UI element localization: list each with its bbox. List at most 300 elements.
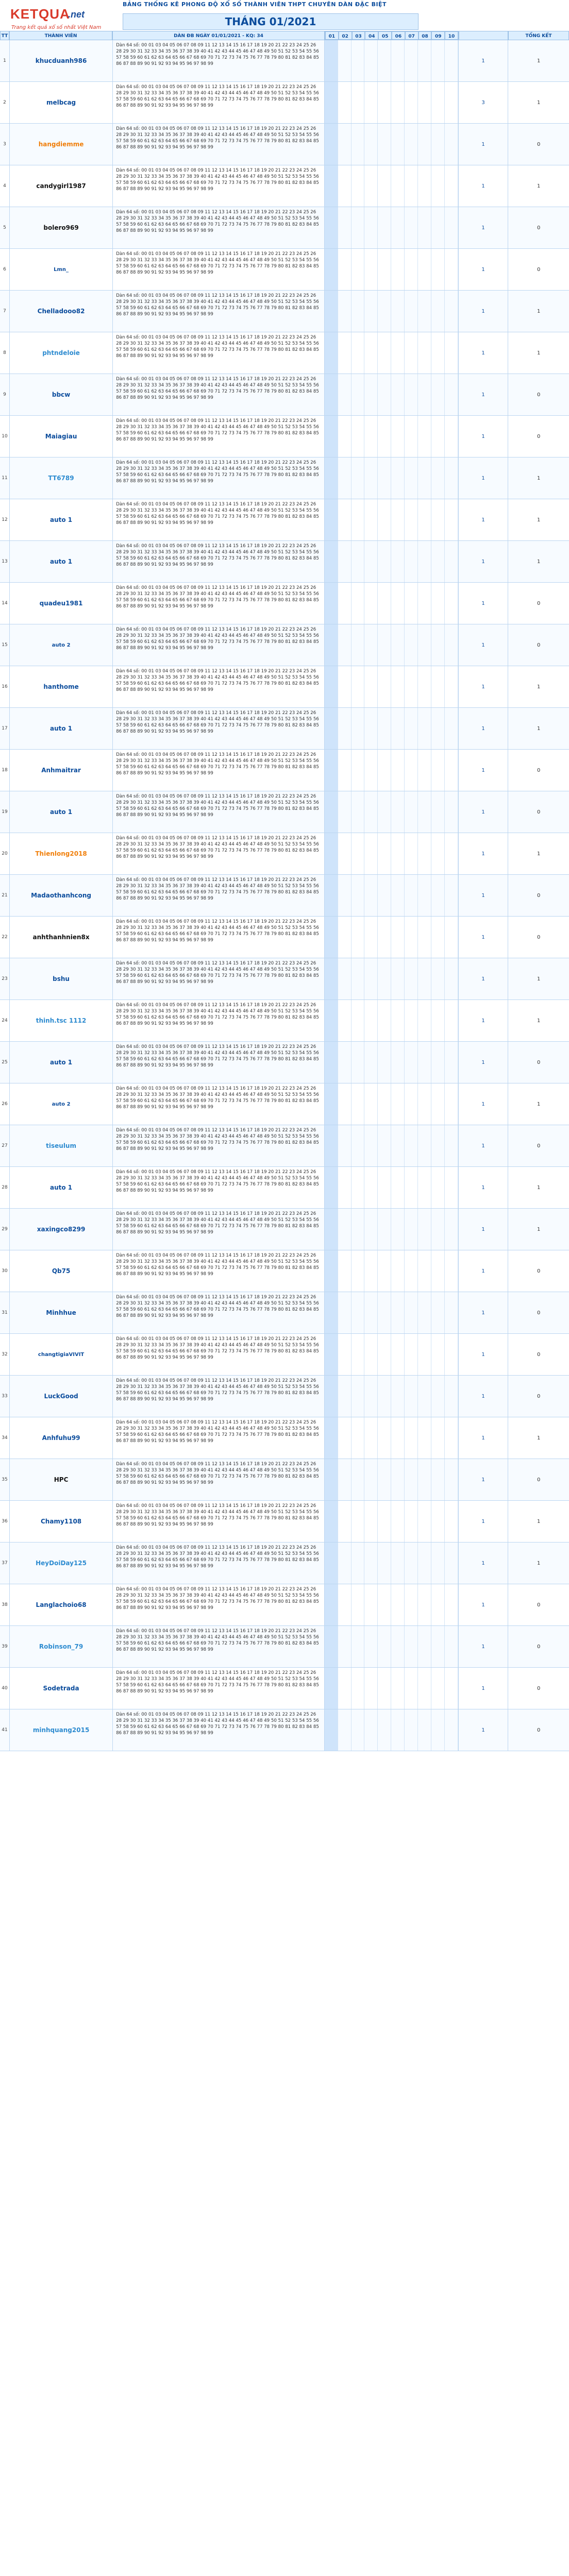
- member-name-link[interactable]: xaxingco8299: [10, 1209, 113, 1250]
- row-index: 5: [0, 207, 10, 248]
- table-row: [0, 207, 569, 249]
- points-cell: 1: [459, 165, 509, 207]
- member-name-link[interactable]: phtndeloie: [10, 332, 113, 374]
- row-index: 17: [0, 708, 10, 749]
- day-col-header: 01: [325, 31, 339, 40]
- day-cells: [325, 1543, 459, 1584]
- number-set-cell: Dàn 64 số: 00 01 03 04 05 06 07 08 09 11 12 13 14 15 16 17 18 19 20 21 22 23 24 25 26 28 29 30 31 32 33 34 35 36 37 38 39 40 41 42 43 44 45 46 47 48 49 50 51 52 53 54 55 56 57 58 59 60 61 62 63 64 65 66 67 68 69 70 71 72 73 74 75 76 77 78 79 80 81 82 83 84 85 86 87 88 89 90 91 92 93 94 95 96 97 98 99: [113, 1709, 325, 1751]
- table-row: [0, 165, 569, 207]
- points-cell: 1: [459, 791, 509, 833]
- number-set-cell: Dàn 64 số: 00 01 03 04 05 06 07 08 09 11 12 13 14 15 16 17 18 19 20 21 22 23 24 25 26 28 29 30 31 32 33 34 35 36 37 38 39 40 41 42 43 44 45 46 47 48 49 50 51 52 53 54 55 56 57 58 59 60 61 62 63 64 65 66 67 68 69 70 71 72 73 74 75 76 77 78 79 80 81 82 83 84 85 86 87 88 89 90 91 92 93 94 95 96 97 98 99: [113, 1083, 325, 1125]
- day-cells: [325, 374, 459, 415]
- row-index: 14: [0, 583, 10, 624]
- member-name-link[interactable]: Robinson_79: [10, 1626, 113, 1667]
- member-name-link[interactable]: hanthome: [10, 666, 113, 707]
- member-rows: [0, 40, 569, 1751]
- total-cell: 1: [537, 58, 541, 64]
- number-set-cell: Dàn 64 số: 00 01 03 04 05 06 07 08 09 11 12 13 14 15 16 17 18 19 20 21 22 23 24 25 26 28 29 30 31 32 33 34 35 36 37 38 39 40 41 42 43 44 45 46 47 48 49 50 51 52 53 54 55 56 57 58 59 60 61 62 63 64 65 66 67 68 69 70 71 72 73 74 75 76 77 78 79 80 81 82 83 84 85 86 87 88 89 90 91 92 93 94 95 96 97 98 99: [113, 249, 325, 290]
- number-set-cell: Dàn 64 số: 00 01 03 04 05 06 07 08 09 11 12 13 14 15 16 17 18 19 20 21 22 23 24 25 26 28 29 30 31 32 33 34 35 36 37 38 39 40 41 42 43 44 45 46 47 48 49 50 51 52 53 54 55 56 57 58 59 60 61 62 63 64 65 66 67 68 69 70 71 72 73 74 75 76 77 78 79 80 81 82 83 84 85 86 87 88 89 90 91 92 93 94 95 96 97 98 99: [113, 165, 325, 207]
- day-cells: [325, 917, 459, 958]
- day-cells: [325, 165, 459, 207]
- total-cell: 1: [537, 1184, 541, 1191]
- member-name-link[interactable]: auto 2: [10, 624, 113, 666]
- logo-accent-text: QUA: [39, 6, 70, 22]
- member-name-link[interactable]: candygirl1987: [10, 165, 113, 207]
- day-col-header: 04: [365, 31, 378, 40]
- row-index: 10: [0, 416, 10, 457]
- row-index: 24: [0, 1000, 10, 1041]
- table-row: [0, 82, 569, 124]
- table-row: [0, 1083, 569, 1125]
- row-index: 27: [0, 1125, 10, 1166]
- column-header-row: [0, 31, 569, 40]
- table-row: [0, 40, 569, 82]
- total-cell: 0: [537, 266, 541, 273]
- number-set-cell: Dàn 64 số: 00 01 03 04 05 06 07 08 09 11 12 13 14 15 16 17 18 19 20 21 22 23 24 25 26 28 29 30 31 32 33 34 35 36 37 38 39 40 41 42 43 44 45 46 47 48 49 50 51 52 53 54 55 56 57 58 59 60 61 62 63 64 65 66 67 68 69 70 71 72 73 74 75 76 77 78 79 80 81 82 83 84 85 86 87 88 89 90 91 92 93 94 95 96 97 98 99: [113, 1626, 325, 1667]
- member-name-link[interactable]: bshu: [10, 958, 113, 999]
- total-cell: 0: [537, 225, 541, 231]
- member-name-link[interactable]: auto 1: [10, 791, 113, 833]
- points-cell: 1: [459, 1376, 509, 1417]
- table-row: [0, 1501, 569, 1543]
- row-index: 26: [0, 1083, 10, 1125]
- table-row: [0, 1543, 569, 1584]
- points-cell: 1: [459, 416, 509, 457]
- row-index: 35: [0, 1459, 10, 1500]
- number-set-cell: Dàn 64 số: 00 01 03 04 05 06 07 08 09 11 12 13 14 15 16 17 18 19 20 21 22 23 24 25 26 28 29 30 31 32 33 34 35 36 37 38 39 40 41 42 43 44 45 46 47 48 49 50 51 52 53 54 55 56 57 58 59 60 61 62 63 64 65 66 67 68 69 70 71 72 73 74 75 76 77 78 79 80 81 82 83 84 85 86 87 88 89 90 91 92 93 94 95 96 97 98 99: [113, 624, 325, 666]
- table-row: [0, 1125, 569, 1167]
- day-cells: [325, 40, 459, 81]
- row-index: 30: [0, 1250, 10, 1292]
- number-set-cell: Dàn 64 số: 00 01 03 04 05 06 07 08 09 11 12 13 14 15 16 17 18 19 20 21 22 23 24 25 26 28 29 30 31 32 33 34 35 36 37 38 39 40 41 42 43 44 45 46 47 48 49 50 51 52 53 54 55 56 57 58 59 60 61 62 63 64 65 66 67 68 69 70 71 72 73 74 75 76 77 78 79 80 81 82 83 84 85 86 87 88 89 90 91 92 93 94 95 96 97 98 99: [113, 750, 325, 791]
- table-row: [0, 1584, 569, 1626]
- total-cell: 1: [537, 1435, 541, 1441]
- table-row: [0, 708, 569, 750]
- day-cells: [325, 1376, 459, 1417]
- table-row: [0, 1250, 569, 1292]
- row-index: 32: [0, 1334, 10, 1375]
- day-cells: [325, 499, 459, 540]
- member-name-link[interactable]: auto 1: [10, 1167, 113, 1208]
- day-cells: [325, 416, 459, 457]
- table-row: [0, 124, 569, 165]
- total-cell: 0: [537, 1310, 541, 1316]
- row-index: 6: [0, 249, 10, 290]
- table-row: [0, 833, 569, 875]
- total-cell: 0: [537, 1643, 541, 1650]
- day-cells: [325, 666, 459, 707]
- points-cell: 1: [459, 917, 509, 958]
- points-cell: 1: [459, 1417, 509, 1459]
- member-name-link[interactable]: changtigiaVIVIT: [10, 1334, 113, 1375]
- member-name-link[interactable]: auto 2: [10, 1083, 113, 1125]
- number-set-cell: Dàn 64 số: 00 01 03 04 05 06 07 08 09 11 12 13 14 15 16 17 18 19 20 21 22 23 24 25 26 28 29 30 31 32 33 34 35 36 37 38 39 40 41 42 43 44 45 46 47 48 49 50 51 52 53 54 55 56 57 58 59 60 61 62 63 64 65 66 67 68 69 70 71 72 73 74 75 76 77 78 79 80 81 82 83 84 85 86 87 88 89 90 91 92 93 94 95 96 97 98 99: [113, 40, 325, 81]
- day-cells: [325, 124, 459, 165]
- day-cells: [325, 875, 459, 916]
- day-cells: [325, 833, 459, 874]
- member-name-link[interactable]: auto 1: [10, 1042, 113, 1083]
- table-row: [0, 666, 569, 708]
- total-cell: 1: [537, 350, 541, 356]
- member-name-link[interactable]: Qb75: [10, 1250, 113, 1292]
- points-cell: 1: [459, 1584, 509, 1625]
- number-set-cell: Dàn 64 số: 00 01 03 04 05 06 07 08 09 11 12 13 14 15 16 17 18 19 20 21 22 23 24 25 26 28 29 30 31 32 33 34 35 36 37 38 39 40 41 42 43 44 45 46 47 48 49 50 51 52 53 54 55 56 57 58 59 60 61 62 63 64 65 66 67 68 69 70 71 72 73 74 75 76 77 78 79 80 81 82 83 84 85 86 87 88 89 90 91 92 93 94 95 96 97 98 99: [113, 1668, 325, 1709]
- day-cells: [325, 249, 459, 290]
- table-row: [0, 1459, 569, 1501]
- total-cell: 1: [537, 1101, 541, 1107]
- table-row: [0, 1000, 569, 1042]
- member-name-link[interactable]: Chelladooo82: [10, 291, 113, 332]
- day-cells: [325, 958, 459, 999]
- row-index: 16: [0, 666, 10, 707]
- points-cell: 1: [459, 1459, 509, 1500]
- member-name-link[interactable]: Maiagiau: [10, 416, 113, 457]
- day-cells: [325, 708, 459, 749]
- day-cells: [325, 1167, 459, 1208]
- member-name-link[interactable]: HPC: [10, 1459, 113, 1500]
- number-set-cell: Dàn 64 số: 00 01 03 04 05 06 07 08 09 11 12 13 14 15 16 17 18 19 20 21 22 23 24 25 26 28 29 30 31 32 33 34 35 36 37 38 39 40 41 42 43 44 45 46 47 48 49 50 51 52 53 54 55 56 57 58 59 60 61 62 63 64 65 66 67 68 69 70 71 72 73 74 75 76 77 78 79 80 81 82 83 84 85 86 87 88 89 90 91 92 93 94 95 96 97 98 99: [113, 207, 325, 248]
- day-cells: [325, 750, 459, 791]
- member-name-link[interactable]: Chamy1108: [10, 1501, 113, 1542]
- table-row: [0, 791, 569, 833]
- table-row: [0, 875, 569, 917]
- table-row: [0, 917, 569, 958]
- row-index: 36: [0, 1501, 10, 1542]
- day-cells: [325, 457, 459, 499]
- sheet-title: BẢNG THỐNG KÊ PHONG ĐỘ XỔ SỐ THÀNH VIÊN THPT CHUYÊN DÀN ĐẶC BIỆT: [123, 1, 387, 8]
- number-set-cell: Dàn 64 số: 00 01 03 04 05 06 07 08 09 11 12 13 14 15 16 17 18 19 20 21 22 23 24 25 26 28 29 30 31 32 33 34 35 36 37 38 39 40 41 42 43 44 45 46 47 48 49 50 51 52 53 54 55 56 57 58 59 60 61 62 63 64 65 66 67 68 69 70 71 72 73 74 75 76 77 78 79 80 81 82 83 84 85 86 87 88 89 90 91 92 93 94 95 96 97 98 99: [113, 291, 325, 332]
- points-cell: 1: [459, 1334, 509, 1375]
- row-index: 23: [0, 958, 10, 999]
- number-set-cell: Dàn 64 số: 00 01 03 04 05 06 07 08 09 11 12 13 14 15 16 17 18 19 20 21 22 23 24 25 26 28 29 30 31 32 33 34 35 36 37 38 39 40 41 42 43 44 45 46 47 48 49 50 51 52 53 54 55 56 57 58 59 60 61 62 63 64 65 66 67 68 69 70 71 72 73 74 75 76 77 78 79 80 81 82 83 84 85 86 87 88 89 90 91 92 93 94 95 96 97 98 99: [113, 1543, 325, 1584]
- points-cell: 1: [459, 1125, 509, 1166]
- table-row: [0, 1417, 569, 1459]
- member-name-link[interactable]: auto 1: [10, 708, 113, 749]
- day-col-header: 08: [419, 31, 432, 40]
- points-cell: 1: [459, 1250, 509, 1292]
- table-row: [0, 1209, 569, 1250]
- table-row: [0, 541, 569, 583]
- number-set-cell: Dàn 64 số: 00 01 03 04 05 06 07 08 09 11 12 13 14 15 16 17 18 19 20 21 22 23 24 25 26 28 29 30 31 32 33 34 35 36 37 38 39 40 41 42 43 44 45 46 47 48 49 50 51 52 53 54 55 56 57 58 59 60 61 62 63 64 65 66 67 68 69 70 71 72 73 74 75 76 77 78 79 80 81 82 83 84 85 86 87 88 89 90 91 92 93 94 95 96 97 98 99: [113, 457, 325, 499]
- number-set-cell: Dàn 64 số: 00 01 03 04 05 06 07 08 09 11 12 13 14 15 16 17 18 19 20 21 22 23 24 25 26 28 29 30 31 32 33 34 35 36 37 38 39 40 41 42 43 44 45 46 47 48 49 50 51 52 53 54 55 56 57 58 59 60 61 62 63 64 65 66 67 68 69 70 71 72 73 74 75 76 77 78 79 80 81 82 83 84 85 86 87 88 89 90 91 92 93 94 95 96 97 98 99: [113, 1459, 325, 1500]
- total-cell: 0: [537, 433, 541, 439]
- day-cells: [325, 1250, 459, 1292]
- points-cell: 1: [459, 1501, 509, 1542]
- table-row: [0, 1709, 569, 1751]
- points-cell: 1: [459, 1083, 509, 1125]
- points-cell: 1: [459, 958, 509, 999]
- points-cell: 1: [459, 541, 509, 582]
- total-cell: 0: [537, 1268, 541, 1274]
- total-cell: 1: [537, 475, 541, 481]
- total-cell: 1: [537, 1518, 541, 1524]
- row-index: 3: [0, 124, 10, 165]
- row-index: 34: [0, 1417, 10, 1459]
- day-col-header: 06: [392, 31, 405, 40]
- points-cell: 1: [459, 249, 509, 290]
- member-name-link[interactable]: TT6789: [10, 457, 113, 499]
- number-set-cell: Dàn 64 số: 00 01 03 04 05 06 07 08 09 11 12 13 14 15 16 17 18 19 20 21 22 23 24 25 26 28 29 30 31 32 33 34 35 36 37 38 39 40 41 42 43 44 45 46 47 48 49 50 51 52 53 54 55 56 57 58 59 60 61 62 63 64 65 66 67 68 69 70 71 72 73 74 75 76 77 78 79 80 81 82 83 84 85 86 87 88 89 90 91 92 93 94 95 96 97 98 99: [113, 1417, 325, 1459]
- row-index: 2: [0, 82, 10, 123]
- row-index: 39: [0, 1626, 10, 1667]
- table-row: [0, 1334, 569, 1376]
- row-index: 31: [0, 1292, 10, 1333]
- member-name-link[interactable]: LuckGood: [10, 1376, 113, 1417]
- number-set-cell: Dàn 64 số: 00 01 03 04 05 06 07 08 09 11 12 13 14 15 16 17 18 19 20 21 22 23 24 25 26 28 29 30 31 32 33 34 35 36 37 38 39 40 41 42 43 44 45 46 47 48 49 50 51 52 53 54 55 56 57 58 59 60 61 62 63 64 65 66 67 68 69 70 71 72 73 74 75 76 77 78 79 80 81 82 83 84 85 86 87 88 89 90 91 92 93 94 95 96 97 98 99: [113, 1125, 325, 1166]
- day-cells: [325, 1292, 459, 1333]
- day-cells: [325, 291, 459, 332]
- member-name-link[interactable]: Thienlong2018: [10, 833, 113, 874]
- member-name-link[interactable]: khucduanh986: [10, 40, 113, 81]
- points-cell: 1: [459, 332, 509, 374]
- table-row: [0, 374, 569, 416]
- total-cell: 0: [537, 1477, 541, 1483]
- table-row: [0, 1292, 569, 1334]
- day-cells: [325, 207, 459, 248]
- member-name-link[interactable]: melbcag: [10, 82, 113, 123]
- day-col-header: 03: [352, 31, 365, 40]
- points-cell: 1: [459, 1626, 509, 1667]
- total-cell: 0: [537, 809, 541, 815]
- total-cell: 0: [537, 1393, 541, 1399]
- day-cells: [325, 1584, 459, 1625]
- points-cell: 1: [459, 833, 509, 874]
- number-set-cell: Dàn 64 số: 00 01 03 04 05 06 07 08 09 11 12 13 14 15 16 17 18 19 20 21 22 23 24 25 26 28 29 30 31 32 33 34 35 36 37 38 39 40 41 42 43 44 45 46 47 48 49 50 51 52 53 54 55 56 57 58 59 60 61 62 63 64 65 66 67 68 69 70 71 72 73 74 75 76 77 78 79 80 81 82 83 84 85 86 87 88 89 90 91 92 93 94 95 96 97 98 99: [113, 1584, 325, 1625]
- day-cells: [325, 583, 459, 624]
- number-set-cell: Dàn 64 số: 00 01 03 04 05 06 07 08 09 11 12 13 14 15 16 17 18 19 20 21 22 23 24 25 26 28 29 30 31 32 33 34 35 36 37 38 39 40 41 42 43 44 45 46 47 48 49 50 51 52 53 54 55 56 57 58 59 60 61 62 63 64 65 66 67 68 69 70 71 72 73 74 75 76 77 78 79 80 81 82 83 84 85 86 87 88 89 90 91 92 93 94 95 96 97 98 99: [113, 791, 325, 833]
- number-set-cell: Dàn 64 số: 00 01 03 04 05 06 07 08 09 11 12 13 14 15 16 17 18 19 20 21 22 23 24 25 26 28 29 30 31 32 33 34 35 36 37 38 39 40 41 42 43 44 45 46 47 48 49 50 51 52 53 54 55 56 57 58 59 60 61 62 63 64 65 66 67 68 69 70 71 72 73 74 75 76 77 78 79 80 81 82 83 84 85 86 87 88 89 90 91 92 93 94 95 96 97 98 99: [113, 583, 325, 624]
- row-index: 9: [0, 374, 10, 415]
- day-cells: [325, 1709, 459, 1751]
- points-cell: 1: [459, 708, 509, 749]
- total-cell: 0: [537, 767, 541, 773]
- total-cell: 0: [537, 1351, 541, 1358]
- number-set-cell: Dàn 64 số: 00 01 03 04 05 06 07 08 09 11 12 13 14 15 16 17 18 19 20 21 22 23 24 25 26 28 29 30 31 32 33 34 35 36 37 38 39 40 41 42 43 44 45 46 47 48 49 50 51 52 53 54 55 56 57 58 59 60 61 62 63 64 65 66 67 68 69 70 71 72 73 74 75 76 77 78 79 80 81 82 83 84 85 86 87 88 89 90 91 92 93 94 95 96 97 98 99: [113, 708, 325, 749]
- row-index: 19: [0, 791, 10, 833]
- points-cell: 1: [459, 40, 509, 81]
- number-set-cell: Dàn 64 số: 00 01 03 04 05 06 07 08 09 11 12 13 14 15 16 17 18 19 20 21 22 23 24 25 26 28 29 30 31 32 33 34 35 36 37 38 39 40 41 42 43 44 45 46 47 48 49 50 51 52 53 54 55 56 57 58 59 60 61 62 63 64 65 66 67 68 69 70 71 72 73 74 75 76 77 78 79 80 81 82 83 84 85 86 87 88 89 90 91 92 93 94 95 96 97 98 99: [113, 1292, 325, 1333]
- total-cell: 0: [537, 1059, 541, 1065]
- member-name-link[interactable]: Sodetrada: [10, 1668, 113, 1709]
- row-index: 8: [0, 332, 10, 374]
- day-cells: [325, 1459, 459, 1500]
- number-set-cell: Dàn 64 số: 00 01 03 04 05 06 07 08 09 11 12 13 14 15 16 17 18 19 20 21 22 23 24 25 26 28 29 30 31 32 33 34 35 36 37 38 39 40 41 42 43 44 45 46 47 48 49 50 51 52 53 54 55 56 57 58 59 60 61 62 63 64 65 66 67 68 69 70 71 72 73 74 75 76 77 78 79 80 81 82 83 84 85 86 87 88 89 90 91 92 93 94 95 96 97 98 99: [113, 1000, 325, 1041]
- number-set-cell: Dàn 64 số: 00 01 03 04 05 06 07 08 09 11 12 13 14 15 16 17 18 19 20 21 22 23 24 25 26 28 29 30 31 32 33 34 35 36 37 38 39 40 41 42 43 44 45 46 47 48 49 50 51 52 53 54 55 56 57 58 59 60 61 62 63 64 65 66 67 68 69 70 71 72 73 74 75 76 77 78 79 80 81 82 83 84 85 86 87 88 89 90 91 92 93 94 95 96 97 98 99: [113, 1334, 325, 1375]
- total-cell: 0: [537, 934, 541, 940]
- col-member: THÀNH VIÊN: [9, 31, 112, 40]
- total-cell: 0: [537, 1602, 541, 1608]
- total-cell: 0: [537, 892, 541, 899]
- total-cell: 1: [537, 308, 541, 314]
- number-set-cell: Dàn 64 số: 00 01 03 04 05 06 07 08 09 11 12 13 14 15 16 17 18 19 20 21 22 23 24 25 26 28 29 30 31 32 33 34 35 36 37 38 39 40 41 42 43 44 45 46 47 48 49 50 51 52 53 54 55 56 57 58 59 60 61 62 63 64 65 66 67 68 69 70 71 72 73 74 75 76 77 78 79 80 81 82 83 84 85 86 87 88 89 90 91 92 93 94 95 96 97 98 99: [113, 1209, 325, 1250]
- points-cell: 1: [459, 374, 509, 415]
- row-index: 20: [0, 833, 10, 874]
- table-row: [0, 249, 569, 291]
- table-row: [0, 624, 569, 666]
- number-set-cell: Dàn 64 số: 00 01 03 04 05 06 07 08 09 11 12 13 14 15 16 17 18 19 20 21 22 23 24 25 26 28 29 30 31 32 33 34 35 36 37 38 39 40 41 42 43 44 45 46 47 48 49 50 51 52 53 54 55 56 57 58 59 60 61 62 63 64 65 66 67 68 69 70 71 72 73 74 75 76 77 78 79 80 81 82 83 84 85 86 87 88 89 90 91 92 93 94 95 96 97 98 99: [113, 1250, 325, 1292]
- member-name-link[interactable]: Lmn_: [10, 249, 113, 290]
- table-row: [0, 1626, 569, 1668]
- number-set-cell: Dàn 64 số: 00 01 03 04 05 06 07 08 09 11 12 13 14 15 16 17 18 19 20 21 22 23 24 25 26 28 29 30 31 32 33 34 35 36 37 38 39 40 41 42 43 44 45 46 47 48 49 50 51 52 53 54 55 56 57 58 59 60 61 62 63 64 65 66 67 68 69 70 71 72 73 74 75 76 77 78 79 80 81 82 83 84 85 86 87 88 89 90 91 92 93 94 95 96 97 98 99: [113, 541, 325, 582]
- table-row: [0, 958, 569, 1000]
- col-total: TỔNG KẾT: [508, 31, 569, 40]
- number-set-cell: Dàn 64 số: 00 01 03 04 05 06 07 08 09 11 12 13 14 15 16 17 18 19 20 21 22 23 24 25 26 28 29 30 31 32 33 34 35 36 37 38 39 40 41 42 43 44 45 46 47 48 49 50 51 52 53 54 55 56 57 58 59 60 61 62 63 64 65 66 67 68 69 70 71 72 73 74 75 76 77 78 79 80 81 82 83 84 85 86 87 88 89 90 91 92 93 94 95 96 97 98 99: [113, 875, 325, 916]
- member-name-link[interactable]: Anhfuhu99: [10, 1417, 113, 1459]
- row-index: 18: [0, 750, 10, 791]
- table-row: [0, 332, 569, 374]
- row-index: 15: [0, 624, 10, 666]
- table-row: [0, 750, 569, 791]
- total-cell: 0: [537, 141, 541, 147]
- row-index: 1: [0, 40, 10, 81]
- number-set-cell: Dàn 64 số: 00 01 03 04 05 06 07 08 09 11 12 13 14 15 16 17 18 19 20 21 22 23 24 25 26 28 29 30 31 32 33 34 35 36 37 38 39 40 41 42 43 44 45 46 47 48 49 50 51 52 53 54 55 56 57 58 59 60 61 62 63 64 65 66 67 68 69 70 71 72 73 74 75 76 77 78 79 80 81 82 83 84 85 86 87 88 89 90 91 92 93 94 95 96 97 98 99: [113, 1042, 325, 1083]
- total-cell: 0: [537, 600, 541, 606]
- points-cell: 1: [459, 499, 509, 540]
- day-col-header: 02: [339, 31, 352, 40]
- logo-slogan: Trang kết quả xổ số nhất Việt Nam: [11, 25, 102, 30]
- logo-suffix-text: .net: [68, 9, 85, 20]
- row-index: 7: [0, 291, 10, 332]
- number-set-cell: Dàn 64 số: 00 01 03 04 05 06 07 08 09 11 12 13 14 15 16 17 18 19 20 21 22 23 24 25 26 28 29 30 31 32 33 34 35 36 37 38 39 40 41 42 43 44 45 46 47 48 49 50 51 52 53 54 55 56 57 58 59 60 61 62 63 64 65 66 67 68 69 70 71 72 73 74 75 76 77 78 79 80 81 82 83 84 85 86 87 88 89 90 91 92 93 94 95 96 97 98 99: [113, 1167, 325, 1208]
- number-set-cell: Dàn 64 số: 00 01 03 04 05 06 07 08 09 11 12 13 14 15 16 17 18 19 20 21 22 23 24 25 26 28 29 30 31 32 33 34 35 36 37 38 39 40 41 42 43 44 45 46 47 48 49 50 51 52 53 54 55 56 57 58 59 60 61 62 63 64 65 66 67 68 69 70 71 72 73 74 75 76 77 78 79 80 81 82 83 84 85 86 87 88 89 90 91 92 93 94 95 96 97 98 99: [113, 82, 325, 123]
- total-cell: 1: [537, 851, 541, 857]
- total-cell: 1: [537, 684, 541, 690]
- member-name-link[interactable]: auto 1: [10, 541, 113, 582]
- row-index: 29: [0, 1209, 10, 1250]
- day-cells: [325, 1417, 459, 1459]
- number-set-cell: Dàn 64 số: 00 01 03 04 05 06 07 08 09 11 12 13 14 15 16 17 18 19 20 21 22 23 24 25 26 28 29 30 31 32 33 34 35 36 37 38 39 40 41 42 43 44 45 46 47 48 49 50 51 52 53 54 55 56 57 58 59 60 61 62 63 64 65 66 67 68 69 70 71 72 73 74 75 76 77 78 79 80 81 82 83 84 85 86 87 88 89 90 91 92 93 94 95 96 97 98 99: [113, 666, 325, 707]
- day-col-header: 10: [445, 31, 458, 40]
- row-index: 11: [0, 457, 10, 499]
- row-index: 25: [0, 1042, 10, 1083]
- points-cell: 1: [459, 207, 509, 248]
- total-cell: 0: [537, 1685, 541, 1691]
- points-cell: 1: [459, 1209, 509, 1250]
- total-cell: 1: [537, 1018, 541, 1024]
- row-index: 13: [0, 541, 10, 582]
- points-cell: 1: [459, 124, 509, 165]
- number-set-cell: Dàn 64 số: 00 01 03 04 05 06 07 08 09 11 12 13 14 15 16 17 18 19 20 21 22 23 24 25 26 28 29 30 31 32 33 34 35 36 37 38 39 40 41 42 43 44 45 46 47 48 49 50 51 52 53 54 55 56 57 58 59 60 61 62 63 64 65 66 67 68 69 70 71 72 73 74 75 76 77 78 79 80 81 82 83 84 85 86 87 88 89 90 91 92 93 94 95 96 97 98 99: [113, 958, 325, 999]
- table-row: [0, 499, 569, 541]
- day-col-header: 07: [405, 31, 419, 40]
- total-cell: 1: [537, 976, 541, 982]
- member-name-link[interactable]: auto 1: [10, 499, 113, 540]
- day-cells: [325, 791, 459, 833]
- day-col-header: 09: [431, 31, 445, 40]
- member-name-link[interactable]: quadeu1981: [10, 583, 113, 624]
- points-cell: 1: [459, 1543, 509, 1584]
- day-cells: [325, 82, 459, 123]
- col-days: [325, 31, 459, 40]
- member-name-link[interactable]: tiseulum: [10, 1125, 113, 1166]
- points-cell: 1: [459, 1292, 509, 1333]
- total-cell: 1: [537, 183, 541, 189]
- member-name-link[interactable]: bolero969: [10, 207, 113, 248]
- member-name-link[interactable]: bbcw: [10, 374, 113, 415]
- member-name-link[interactable]: hangdiemme: [10, 124, 113, 165]
- points-cell: 1: [459, 875, 509, 916]
- row-index: 21: [0, 875, 10, 916]
- row-index: 41: [0, 1709, 10, 1751]
- day-cells: [325, 1083, 459, 1125]
- number-set-cell: Dàn 64 số: 00 01 03 04 05 06 07 08 09 11 12 13 14 15 16 17 18 19 20 21 22 23 24 25 26 28 29 30 31 32 33 34 35 36 37 38 39 40 41 42 43 44 45 46 47 48 49 50 51 52 53 54 55 56 57 58 59 60 61 62 63 64 65 66 67 68 69 70 71 72 73 74 75 76 77 78 79 80 81 82 83 84 85 86 87 88 89 90 91 92 93 94 95 96 97 98 99: [113, 332, 325, 374]
- total-cell: 0: [537, 1727, 541, 1733]
- day-cells: [325, 541, 459, 582]
- total-cell: 0: [537, 642, 541, 648]
- table-row: [0, 1668, 569, 1709]
- member-name-link[interactable]: minhquang2015: [10, 1709, 113, 1751]
- row-index: 4: [0, 165, 10, 207]
- table-row: [0, 457, 569, 499]
- points-cell: 1: [459, 457, 509, 499]
- logo-main-text: KET: [10, 6, 39, 22]
- number-set-cell: Dàn 64 số: 00 01 03 04 05 06 07 08 09 11 12 13 14 15 16 17 18 19 20 21 22 23 24 25 26 28 29 30 31 32 33 34 35 36 37 38 39 40 41 42 43 44 45 46 47 48 49 50 51 52 53 54 55 56 57 58 59 60 61 62 63 64 65 66 67 68 69 70 71 72 73 74 75 76 77 78 79 80 81 82 83 84 85 86 87 88 89 90 91 92 93 94 95 96 97 98 99: [113, 499, 325, 540]
- number-set-cell: Dàn 64 số: 00 01 03 04 05 06 07 08 09 11 12 13 14 15 16 17 18 19 20 21 22 23 24 25 26 28 29 30 31 32 33 34 35 36 37 38 39 40 41 42 43 44 45 46 47 48 49 50 51 52 53 54 55 56 57 58 59 60 61 62 63 64 65 66 67 68 69 70 71 72 73 74 75 76 77 78 79 80 81 82 83 84 85 86 87 88 89 90 91 92 93 94 95 96 97 98 99: [113, 1376, 325, 1417]
- col-points: [459, 31, 508, 40]
- day-cells: [325, 1501, 459, 1542]
- day-cells: [325, 1209, 459, 1250]
- day-cells: [325, 1125, 459, 1166]
- number-set-cell: Dàn 64 số: 00 01 03 04 05 06 07 08 09 11 12 13 14 15 16 17 18 19 20 21 22 23 24 25 26 28 29 30 31 32 33 34 35 36 37 38 39 40 41 42 43 44 45 46 47 48 49 50 51 52 53 54 55 56 57 58 59 60 61 62 63 64 65 66 67 68 69 70 71 72 73 74 75 76 77 78 79 80 81 82 83 84 85 86 87 88 89 90 91 92 93 94 95 96 97 98 99: [113, 833, 325, 874]
- page-header: [0, 0, 569, 40]
- member-name-link[interactable]: Langlachoio68: [10, 1584, 113, 1625]
- member-name-link[interactable]: Madaothanhcong: [10, 875, 113, 916]
- row-index: 33: [0, 1376, 10, 1417]
- day-cells: [325, 1000, 459, 1041]
- day-cells: [325, 1626, 459, 1667]
- day-cells: [325, 1334, 459, 1375]
- number-set-cell: Dàn 64 số: 00 01 03 04 05 06 07 08 09 11 12 13 14 15 16 17 18 19 20 21 22 23 24 25 26 28 29 30 31 32 33 34 35 36 37 38 39 40 41 42 43 44 45 46 47 48 49 50 51 52 53 54 55 56 57 58 59 60 61 62 63 64 65 66 67 68 69 70 71 72 73 74 75 76 77 78 79 80 81 82 83 84 85 86 87 88 89 90 91 92 93 94 95 96 97 98 99: [113, 124, 325, 165]
- points-cell: 1: [459, 1042, 509, 1083]
- col-number-set: DÀN ĐB NGÀY 01/01/2021 - KQ: 34: [112, 31, 325, 40]
- day-cells: [325, 332, 459, 374]
- member-name-link[interactable]: HeyDoiDay125: [10, 1543, 113, 1584]
- member-name-link[interactable]: Anhmaitrar: [10, 750, 113, 791]
- total-cell: 1: [537, 1226, 541, 1232]
- points-cell: 1: [459, 1000, 509, 1041]
- points-cell: 1: [459, 583, 509, 624]
- total-cell: 1: [537, 558, 541, 565]
- table-row: [0, 1042, 569, 1083]
- row-index: 37: [0, 1543, 10, 1584]
- number-set-cell: Dàn 64 số: 00 01 03 04 05 06 07 08 09 11 12 13 14 15 16 17 18 19 20 21 22 23 24 25 26 28 29 30 31 32 33 34 35 36 37 38 39 40 41 42 43 44 45 46 47 48 49 50 51 52 53 54 55 56 57 58 59 60 61 62 63 64 65 66 67 68 69 70 71 72 73 74 75 76 77 78 79 80 81 82 83 84 85 86 87 88 89 90 91 92 93 94 95 96 97 98 99: [113, 917, 325, 958]
- total-cell: 1: [537, 517, 541, 523]
- table-row: [0, 1376, 569, 1417]
- points-cell: 1: [459, 1709, 509, 1751]
- table-row: [0, 1167, 569, 1209]
- member-name-link[interactable]: anhthanhnien8x: [10, 917, 113, 958]
- row-index: 12: [0, 499, 10, 540]
- day-cells: [325, 624, 459, 666]
- points-cell: 1: [459, 624, 509, 666]
- table-row: [0, 416, 569, 457]
- total-cell: 1: [537, 99, 541, 106]
- member-name-link[interactable]: thinh.tsc 1112: [10, 1000, 113, 1041]
- total-cell: 0: [537, 1143, 541, 1149]
- number-set-cell: Dàn 64 số: 00 01 03 04 05 06 07 08 09 11 12 13 14 15 16 17 18 19 20 21 22 23 24 25 26 28 29 30 31 32 33 34 35 36 37 38 39 40 41 42 43 44 45 46 47 48 49 50 51 52 53 54 55 56 57 58 59 60 61 62 63 64 65 66 67 68 69 70 71 72 73 74 75 76 77 78 79 80 81 82 83 84 85 86 87 88 89 90 91 92 93 94 95 96 97 98 99: [113, 374, 325, 415]
- row-index: 22: [0, 917, 10, 958]
- points-cell: 1: [459, 1167, 509, 1208]
- month-title: THÁNG 01/2021: [123, 13, 419, 30]
- number-set-cell: Dàn 64 số: 00 01 03 04 05 06 07 08 09 11 12 13 14 15 16 17 18 19 20 21 22 23 24 25 26 28 29 30 31 32 33 34 35 36 37 38 39 40 41 42 43 44 45 46 47 48 49 50 51 52 53 54 55 56 57 58 59 60 61 62 63 64 65 66 67 68 69 70 71 72 73 74 75 76 77 78 79 80 81 82 83 84 85 86 87 88 89 90 91 92 93 94 95 96 97 98 99: [113, 1501, 325, 1542]
- total-cell: 1: [537, 725, 541, 732]
- member-name-link[interactable]: Minhhue: [10, 1292, 113, 1333]
- row-index: 38: [0, 1584, 10, 1625]
- points-cell: 1: [459, 1668, 509, 1709]
- total-cell: 1: [537, 1560, 541, 1566]
- points-cell: 1: [459, 291, 509, 332]
- row-index: 28: [0, 1167, 10, 1208]
